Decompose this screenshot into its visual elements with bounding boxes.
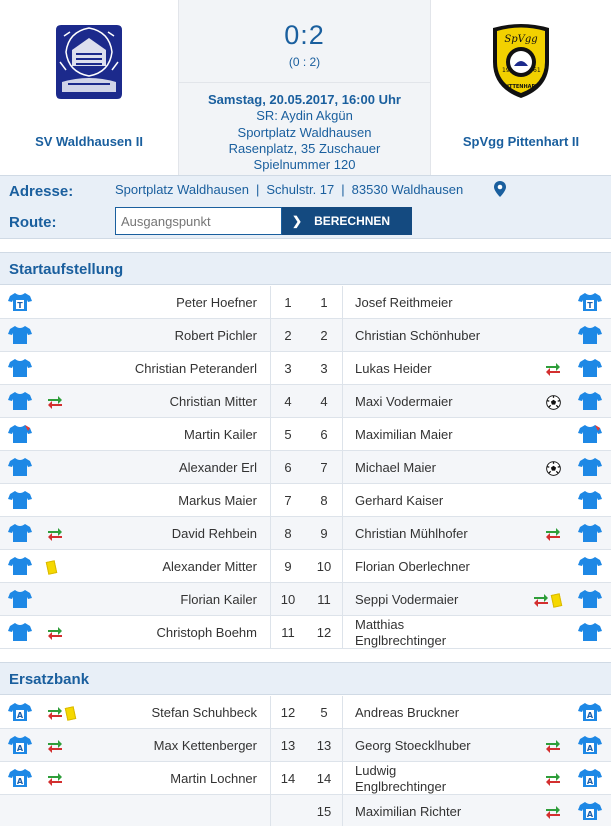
referee: SR: Aydin Akgün <box>256 108 353 124</box>
home-player-name[interactable]: Max Kettenberger <box>153 738 257 753</box>
table-row <box>0 550 611 583</box>
away-player-name[interactable]: Andreas Bruckner <box>355 705 460 720</box>
home-player-shirt[interactable] <box>8 325 32 348</box>
chevron-right-icon: ❯ <box>292 214 303 228</box>
column-divider <box>342 550 343 582</box>
away-player-name[interactable]: Michael Maier <box>355 460 436 475</box>
home-player-name[interactable]: Markus Maier <box>178 493 257 508</box>
away-player-name[interactable]: Ludwig Englbrechtinger <box>355 763 447 794</box>
table-row <box>0 762 611 795</box>
svg-text:A: A <box>16 777 24 786</box>
away-player-name[interactable]: Seppi Vodermaier <box>355 592 459 607</box>
away-player-number: 7 <box>320 460 328 475</box>
svg-text:A: A <box>16 711 24 720</box>
home-player-number: 1 <box>284 295 292 310</box>
home-events <box>47 771 63 787</box>
shirt-icon <box>8 358 32 378</box>
home-player-number: 6 <box>284 460 292 475</box>
home-events <box>47 394 63 410</box>
shirt-icon <box>578 556 602 576</box>
home-player-name[interactable]: Robert Pichler <box>174 328 257 343</box>
shirt-icon <box>8 523 32 543</box>
home-player-number: 14 <box>280 771 296 786</box>
away-player-number: 14 <box>316 771 332 786</box>
substitution-icon <box>545 739 561 753</box>
away-events <box>545 526 561 542</box>
column-divider <box>342 583 343 615</box>
final-score: 0:2 <box>284 20 325 50</box>
substitution-icon <box>47 739 63 753</box>
substitution-icon <box>47 626 63 640</box>
substitution-icon <box>545 527 561 541</box>
address-separator: | <box>341 182 345 197</box>
score-box <box>178 0 431 83</box>
away-player-shirt[interactable] <box>578 358 602 381</box>
bench-table <box>0 696 611 826</box>
column-divider <box>342 286 343 318</box>
svg-text:A: A <box>16 744 24 753</box>
shirt-icon <box>578 325 602 345</box>
away-player-number: 5 <box>320 705 328 720</box>
address-place[interactable]: Sportplatz Waldhausen <box>115 182 249 197</box>
shirt-icon <box>578 457 602 477</box>
home-player-shirt[interactable] <box>8 490 32 513</box>
table-row <box>0 319 611 352</box>
address-label: Adresse: <box>9 183 74 200</box>
home-player-shirt[interactable] <box>8 292 32 315</box>
address-city[interactable]: 83530 Waldhausen <box>351 182 464 197</box>
away-player-name[interactable]: Gerhard Kaiser <box>355 493 444 508</box>
match-center <box>178 0 431 175</box>
shirt-icon <box>578 391 602 411</box>
column-divider <box>342 729 343 761</box>
home-player-number: 9 <box>284 559 292 574</box>
home-player-name[interactable]: Christian Peteranderl <box>134 361 257 376</box>
away-player-name[interactable]: Florian Oberlechner <box>355 559 470 574</box>
away-player-name[interactable]: Lukas Heider <box>355 361 432 376</box>
away-player-number: 2 <box>320 328 328 343</box>
shirt-icon <box>578 523 602 543</box>
away-team[interactable] <box>431 0 611 175</box>
home-player-name[interactable]: Christoph Boehm <box>156 625 257 640</box>
column-divider <box>342 484 343 516</box>
home-player-shirt[interactable] <box>8 358 32 381</box>
home-events <box>47 526 63 542</box>
address-panel <box>0 175 611 239</box>
goal-ball-icon <box>546 395 561 410</box>
svg-text:T: T <box>17 301 23 310</box>
table-row <box>0 583 611 616</box>
away-logo-bottom-text: PITTENHART <box>503 84 539 90</box>
home-team-name[interactable]: SV Waldhausen II <box>35 134 143 149</box>
home-player-shirt[interactable] <box>8 768 32 791</box>
shirt-icon <box>578 490 602 510</box>
home-player-number: 7 <box>284 493 292 508</box>
away-player-shirt[interactable] <box>578 622 602 645</box>
home-player-number: 4 <box>284 394 292 409</box>
away-player-name[interactable]: Christian Schönhuber <box>355 328 481 343</box>
column-divider <box>342 319 343 351</box>
substitution-icon <box>533 593 549 607</box>
home-events <box>47 738 63 754</box>
away-player-name[interactable]: Georg Stoecklhuber <box>355 738 471 753</box>
table-row <box>0 484 611 517</box>
away-player-shirt[interactable] <box>578 457 602 480</box>
away-player-number: 11 <box>317 592 331 607</box>
home-player-name[interactable]: Alexander Mitter <box>162 559 257 574</box>
away-player-number: 9 <box>320 526 328 541</box>
shirt-icon <box>578 292 602 312</box>
calculate-route-button[interactable] <box>282 207 412 235</box>
svg-text:A: A <box>586 777 594 786</box>
away-player-shirt[interactable] <box>578 768 602 791</box>
home-player-shirt[interactable] <box>8 556 32 579</box>
home-player-number: 8 <box>284 526 292 541</box>
away-events <box>545 804 561 820</box>
home-player-name[interactable]: Alexander Erl <box>178 460 257 475</box>
substitution-icon <box>545 772 561 786</box>
yellow-card-icon <box>46 560 58 575</box>
away-events <box>533 592 561 608</box>
svg-text:A: A <box>586 711 594 720</box>
home-player-name[interactable]: Martin Lochner <box>170 771 257 786</box>
home-player-number: 13 <box>280 738 296 753</box>
table-row <box>0 696 611 729</box>
halftime-score: (0 : 2) <box>288 55 321 69</box>
home-player-shirt[interactable] <box>8 702 32 725</box>
home-player-number: 3 <box>284 361 292 376</box>
shirt-icon <box>8 325 32 345</box>
away-events <box>546 460 561 476</box>
away-player-name[interactable]: Matthias Englbrechtinger <box>355 617 447 648</box>
column-divider <box>342 762 343 794</box>
match-date: Samstag, 20.05.2017, 16:00 Uhr <box>208 92 401 107</box>
away-player-name[interactable]: Josef Reithmeier <box>355 295 453 310</box>
shirt-icon <box>578 589 602 609</box>
home-player-number: 12 <box>280 705 296 720</box>
home-player-name[interactable]: Stefan Schuhbeck <box>151 705 257 720</box>
shirt-icon <box>8 490 32 510</box>
home-player-name[interactable]: Martin Kailer <box>184 427 257 442</box>
goal-ball-icon <box>546 461 561 476</box>
address-street[interactable]: Schulstr. 17 <box>266 182 335 197</box>
home-player-shirt[interactable] <box>8 523 32 546</box>
home-player-shirt[interactable] <box>8 457 32 480</box>
venue: Sportplatz Waldhausen <box>237 124 372 140</box>
map-pin-icon[interactable] <box>493 180 507 198</box>
away-team-logo[interactable] <box>489 22 553 103</box>
match-header <box>0 0 611 175</box>
table-row <box>0 352 611 385</box>
calculate-route-label: BERECHNEN <box>314 214 391 228</box>
home-player-number: 10 <box>280 592 296 607</box>
match-number: Spielnummer 120 <box>253 157 356 173</box>
away-player-name[interactable]: Maxi Vodermaier <box>355 394 453 409</box>
away-events <box>545 361 561 377</box>
match-info <box>178 83 431 175</box>
away-player-shirt[interactable] <box>578 702 602 725</box>
shirt-icon <box>8 292 32 312</box>
away-player-number: 12 <box>316 625 332 640</box>
away-player-name[interactable]: Maximilian Maier <box>355 427 453 442</box>
away-player-number: 1 <box>320 295 328 310</box>
away-logo-top-text: SpVgg <box>504 34 538 45</box>
table-row <box>0 517 611 550</box>
svg-text:T: T <box>587 301 593 310</box>
home-player-shirt[interactable] <box>8 735 32 758</box>
shirt-icon <box>578 801 602 821</box>
away-player-number: 13 <box>316 738 332 753</box>
shirt-icon <box>578 735 602 755</box>
home-events <box>47 705 75 721</box>
table-row <box>0 729 611 762</box>
away-events <box>545 738 561 754</box>
away-player-shirt[interactable] <box>578 325 602 348</box>
section-title-lineup: Startaufstellung <box>0 252 611 285</box>
route-label: Route: <box>9 214 57 231</box>
home-player-shirt[interactable] <box>8 424 32 447</box>
svg-text:A: A <box>586 810 594 819</box>
away-player-shirt[interactable] <box>578 490 602 513</box>
away-team-name[interactable]: SpVgg Pittenhart II <box>462 134 580 149</box>
column-divider <box>342 696 343 728</box>
surface-attendance: Rasenplatz, 35 Zuschauer <box>228 140 381 156</box>
away-player-shirt[interactable] <box>578 292 602 315</box>
route-start-input[interactable] <box>115 207 282 235</box>
column-divider <box>342 517 343 549</box>
substitution-icon <box>47 527 63 541</box>
away-events <box>546 394 561 410</box>
column-divider <box>270 795 271 826</box>
home-player-shirt[interactable] <box>8 622 32 645</box>
away-player-number: 4 <box>320 394 328 409</box>
shirt-icon <box>8 768 32 788</box>
away-events <box>545 771 561 787</box>
lineup-table <box>0 286 611 649</box>
home-player-shirt[interactable] <box>8 589 32 612</box>
column-divider <box>342 418 343 450</box>
away-player-name[interactable]: Christian Mühlhofer <box>355 526 468 541</box>
substitution-icon <box>545 805 561 819</box>
section-title-bench: Ersatzbank <box>0 662 611 695</box>
column-divider <box>342 795 343 826</box>
shirt-icon <box>578 358 602 378</box>
home-player-name[interactable]: Florian Kailer <box>180 592 257 607</box>
away-player-shirt[interactable] <box>578 523 602 546</box>
away-player-shirt[interactable] <box>578 556 602 579</box>
away-player-number: 3 <box>320 361 328 376</box>
substitution-icon <box>47 395 63 409</box>
home-team[interactable] <box>0 0 178 175</box>
away-player-shirt[interactable] <box>578 424 602 447</box>
home-player-name[interactable]: Peter Hoefner <box>176 295 257 310</box>
table-row <box>0 795 611 826</box>
column-divider <box>342 616 343 648</box>
waldhausen-crest-icon <box>50 22 128 102</box>
shirt-icon <box>578 622 602 642</box>
substitution-icon <box>47 772 63 786</box>
away-logo-year-right: 61 <box>533 67 541 74</box>
table-row <box>0 286 611 319</box>
shirt-icon <box>8 457 32 477</box>
shirt-icon <box>8 589 32 609</box>
away-player-shirt[interactable] <box>578 735 602 758</box>
away-player-number: 6 <box>320 427 328 442</box>
shirt-icon <box>8 622 32 642</box>
address-line <box>115 182 463 197</box>
substitution-icon <box>545 362 561 376</box>
shirt-icon <box>8 391 32 411</box>
home-player-name[interactable]: David Rehbein <box>171 526 257 541</box>
away-player-name[interactable]: Maximilian Richter <box>355 804 462 819</box>
shirt-icon <box>8 702 32 722</box>
shirt-icon <box>578 768 602 788</box>
yellow-card-icon <box>551 593 563 608</box>
pittenhart-crest-icon <box>489 22 553 100</box>
svg-text:A: A <box>586 744 594 753</box>
home-player-shirt[interactable] <box>8 391 32 414</box>
column-divider <box>342 451 343 483</box>
table-row <box>0 616 611 649</box>
away-player-shirt[interactable] <box>578 801 602 824</box>
shirt-icon <box>8 556 32 576</box>
yellow-card-icon <box>65 706 77 721</box>
shirt-icon <box>8 735 32 755</box>
address-separator: | <box>255 182 260 197</box>
home-player-name[interactable]: Christian Mitter <box>169 394 257 409</box>
shirt-icon <box>578 424 602 444</box>
away-player-number: 8 <box>320 493 328 508</box>
column-divider <box>342 352 343 384</box>
home-player-number: 11 <box>281 625 295 640</box>
home-player-number: 5 <box>284 427 292 442</box>
table-row <box>0 451 611 484</box>
away-player-shirt[interactable] <box>578 589 602 612</box>
home-events <box>47 625 63 641</box>
home-player-number: 2 <box>284 328 292 343</box>
away-player-number: 15 <box>316 804 332 819</box>
shirt-icon <box>578 702 602 722</box>
away-player-number: 10 <box>316 559 332 574</box>
away-logo-year-left: 19 <box>502 67 510 74</box>
home-events <box>47 559 56 575</box>
shirt-icon <box>8 424 32 444</box>
table-row <box>0 418 611 451</box>
column-divider <box>342 385 343 417</box>
away-player-shirt[interactable] <box>578 391 602 414</box>
table-row <box>0 385 611 418</box>
home-team-logo[interactable] <box>50 22 128 105</box>
substitution-icon <box>47 706 63 720</box>
